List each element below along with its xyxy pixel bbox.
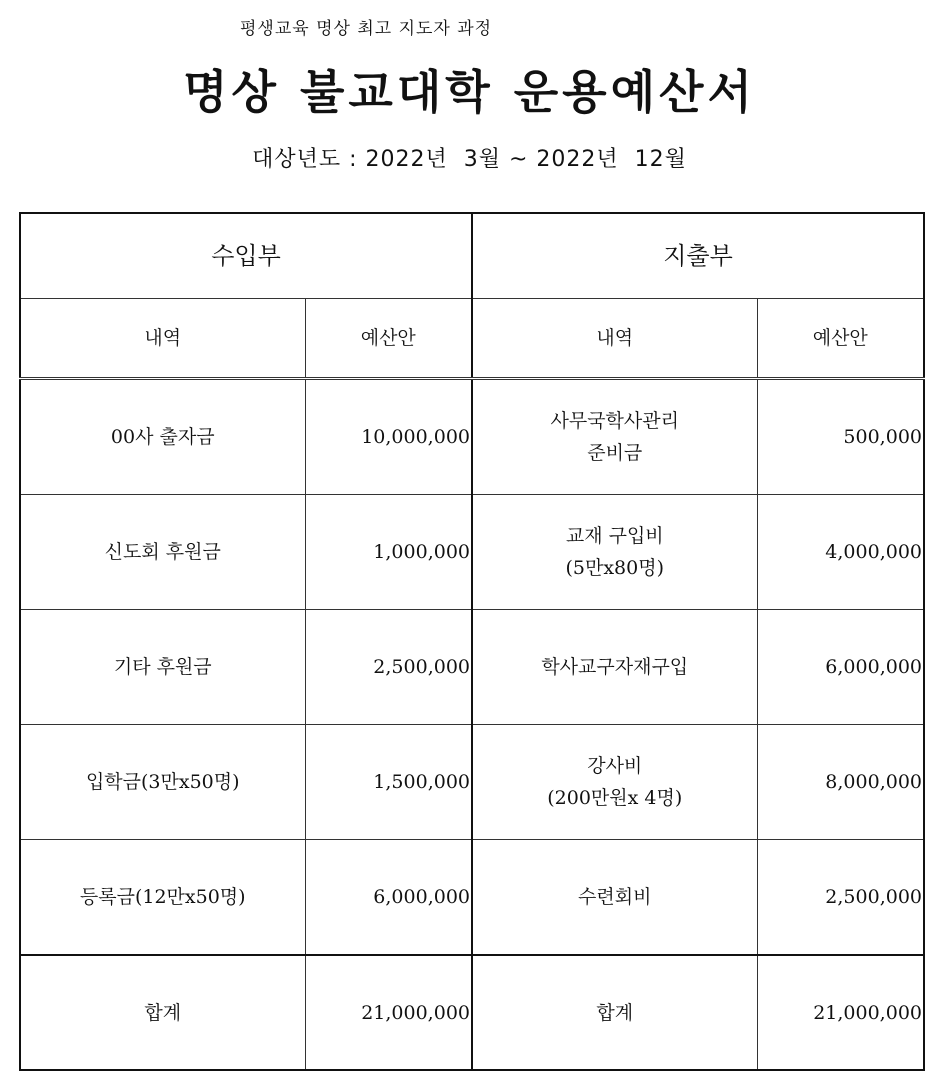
expense-item-line2: 준비금 <box>587 442 643 464</box>
income-amount: 1,500,000 <box>305 725 472 840</box>
section-header-row <box>20 213 924 299</box>
expense-item-line1: 학사교구자재구입 <box>541 656 689 678</box>
income-amount: 2,500,000 <box>305 610 472 725</box>
column-header-row <box>20 299 924 379</box>
income-item: 00사 출자금 <box>20 379 305 495</box>
document-subtitle: 평생교육 명상 최고 지도자 과정 <box>240 19 493 39</box>
income-budget-header: 예산안 <box>305 299 472 379</box>
expense-item <box>472 495 757 610</box>
income-item-header: 내역 <box>20 299 305 379</box>
expense-item-line2: (200만원x 4명) <box>547 787 683 809</box>
table-row <box>20 610 924 725</box>
expense-amount: 500,000 <box>757 379 924 495</box>
expense-item-line2: (5만x80명) <box>565 557 664 579</box>
expense-item-line1: 사무국학사관리 <box>550 410 679 432</box>
income-item: 입학금(3만x50명) <box>20 725 305 840</box>
income-amount: 6,000,000 <box>305 840 472 956</box>
table-row <box>20 379 924 495</box>
document-title: 명상 불교대학 운용예산서 <box>183 65 756 119</box>
expense-section-header: 지출부 <box>472 213 924 299</box>
total-row <box>20 955 924 1070</box>
budget-period: 대상년도 : 2022년 3월 ~ 2022년 12월 <box>252 147 687 172</box>
expense-amount: 4,000,000 <box>757 495 924 610</box>
budget-table <box>19 212 925 1071</box>
income-total-label: 합계 <box>20 955 305 1070</box>
income-total-amount: 21,000,000 <box>305 955 472 1070</box>
expense-total-label: 합계 <box>472 955 757 1070</box>
expense-item <box>472 610 757 725</box>
expense-amount: 2,500,000 <box>757 840 924 956</box>
table-row <box>20 725 924 840</box>
expense-item-line1: 강사비 <box>587 755 643 777</box>
income-item: 기타 후원금 <box>20 610 305 725</box>
expense-budget-header: 예산안 <box>757 299 924 379</box>
expense-amount: 6,000,000 <box>757 610 924 725</box>
expense-total-amount: 21,000,000 <box>757 955 924 1070</box>
table-row <box>20 840 924 956</box>
expense-item <box>472 840 757 956</box>
expense-item-line1: 수련회비 <box>578 886 652 908</box>
expense-item <box>472 379 757 495</box>
expense-amount: 8,000,000 <box>757 725 924 840</box>
expense-item <box>472 725 757 840</box>
income-item: 등록금(12만x50명) <box>20 840 305 956</box>
table-row <box>20 495 924 610</box>
income-item: 신도회 후원금 <box>20 495 305 610</box>
expense-item-line1: 교재 구입비 <box>565 525 664 547</box>
income-amount: 1,000,000 <box>305 495 472 610</box>
income-section-header: 수입부 <box>20 213 472 299</box>
income-amount: 10,000,000 <box>305 379 472 495</box>
expense-item-header: 내역 <box>472 299 757 379</box>
